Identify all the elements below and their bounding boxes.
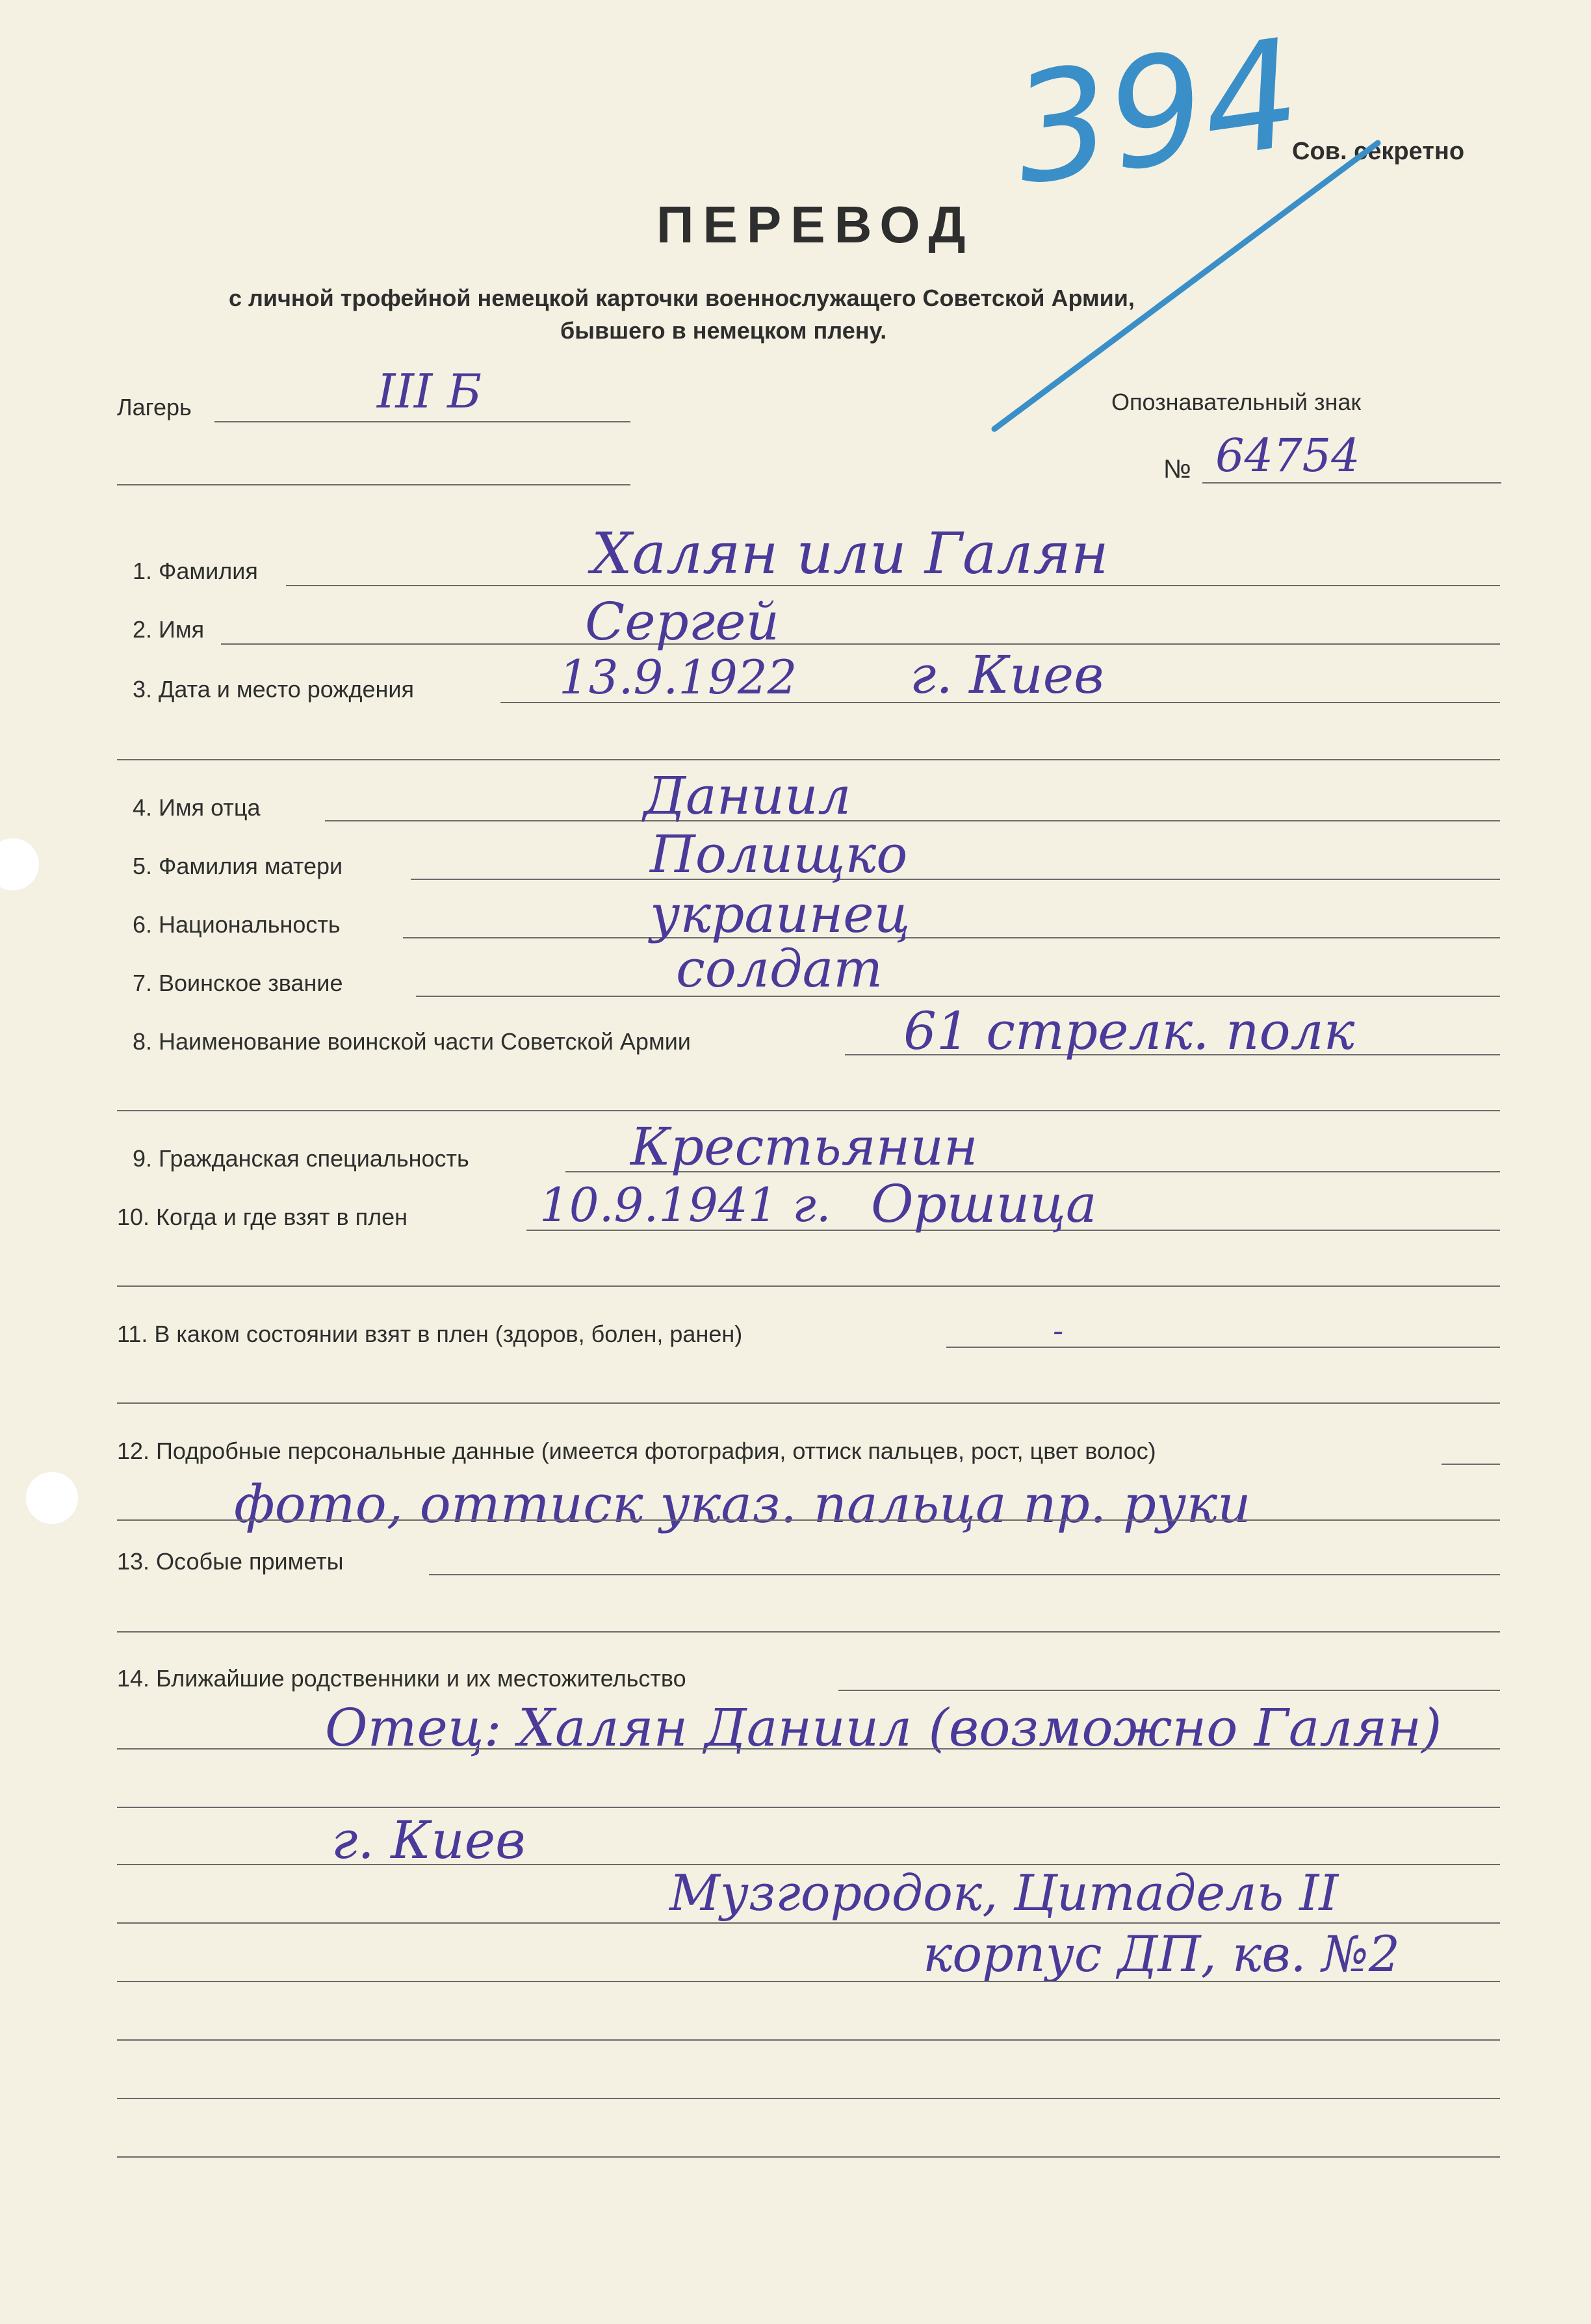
field-14-line-3 <box>117 1807 1500 1808</box>
field-3-label: 3. Дата и место рождения <box>133 676 414 703</box>
field-12-line-2 <box>117 1519 1500 1521</box>
punch-hole-bottom <box>26 1472 78 1524</box>
field-7-line <box>416 996 1500 997</box>
camp-value: III Б <box>377 364 482 419</box>
field-1-label: 1. Фамилия <box>133 558 258 584</box>
field-11-line <box>946 1347 1500 1348</box>
field-14-line4: корпус ДП, кв. №2 <box>923 1925 1401 1983</box>
camp-line <box>214 421 630 422</box>
field-14-line3: Музгородок, Цитадель II <box>669 1864 1339 1922</box>
subtitle-line2: бывшего в немецком плену. <box>560 317 887 344</box>
field-13-line <box>429 1574 1500 1575</box>
camp-label: Лагерь <box>117 394 192 420</box>
field-12-line <box>1442 1464 1500 1465</box>
subtitle-line1: с личной трофейной немецкой карточки военнослужащего Советской Армии, <box>229 285 1135 311</box>
field-9-label: 9. Гражданская специальность <box>133 1145 469 1172</box>
field-14-line-6 <box>117 1981 1500 1982</box>
field-13-line-2 <box>117 1631 1500 1633</box>
field-2-line <box>221 643 1500 645</box>
field-14-line-9 <box>117 2156 1500 2158</box>
field-4-line <box>325 820 1500 821</box>
id-tag-number-sign: № <box>1163 455 1191 484</box>
field-6-label: 6. Национальность <box>133 911 341 938</box>
field-14-line2: г. Киев <box>331 1810 526 1870</box>
field-5-label: 5. Фамилия матери <box>133 853 343 879</box>
field-3-line-2 <box>117 759 1500 760</box>
field-12-label: 12. Подробные персональные данные (имеется фотография, оттиск пальцев, рост, цвет волос) <box>117 1438 1156 1464</box>
field-8-label: 8. Наименование воинской части Советской Армии <box>133 1028 691 1055</box>
field-11-value: - <box>1053 1313 1064 1349</box>
field-7-label: 7. Воинское звание <box>133 970 343 996</box>
field-14-label: 14. Ближайшие родственники и их местожительство <box>117 1665 686 1692</box>
field-4-label: 4. Имя отца <box>133 794 261 821</box>
field-5-value: Полищко <box>650 824 908 884</box>
field-6-line <box>403 937 1500 938</box>
punch-hole-top <box>0 838 39 890</box>
field-11-label: 11. В каком состоянии взят в плен (здоров, болен, ранен) <box>117 1321 743 1347</box>
field-14-line <box>838 1690 1500 1691</box>
field-14-line-5 <box>117 1922 1500 1924</box>
field-3-place: г. Киев <box>910 645 1104 705</box>
field-10-label: 10. Когда и где взят в плен <box>117 1204 407 1230</box>
field-12-value: фото, оттиск указ. пальца пр. руки <box>234 1474 1251 1534</box>
field-11-line-2 <box>117 1402 1500 1404</box>
id-tag-line <box>1202 482 1501 484</box>
field-14-line-8 <box>117 2098 1500 2099</box>
field-3-date: 13.9.1922 <box>559 650 797 704</box>
field-13-label: 13. Особые приметы <box>117 1548 344 1575</box>
field-2-label: 2. Имя <box>133 616 205 643</box>
field-1-value: Халян или Галян <box>591 520 1109 587</box>
field-10-line-2 <box>117 1285 1500 1287</box>
field-8-line-2 <box>117 1110 1500 1111</box>
field-10-place: Оршица <box>871 1174 1097 1234</box>
id-tag-value: 64754 <box>1215 429 1360 482</box>
id-tag-label: Опознавательный знак <box>1111 389 1362 415</box>
field-6-value: украинец <box>650 884 911 944</box>
field-4-value: Даниил <box>643 766 851 826</box>
field-2-value: Сергей <box>585 591 780 652</box>
secrecy-mark: Сов. секретно <box>1292 138 1465 165</box>
archive-number: 394 <box>1003 6 1310 219</box>
field-10-date: 10.9.1941 г. <box>539 1178 831 1232</box>
field-14-line1: Отец: Халян Даниил (возможно Галян) <box>325 1698 1442 1758</box>
camp-line-2 <box>117 484 630 485</box>
field-14-line-2 <box>117 1748 1500 1749</box>
field-5-line <box>411 879 1500 880</box>
field-9-value: Крестьянин <box>630 1117 978 1177</box>
field-8-value: 61 стрелк. полк <box>903 1001 1355 1061</box>
field-14-line-7 <box>117 2039 1500 2041</box>
document-title: ПЕРЕВОД <box>656 196 975 253</box>
field-7-value: солдат <box>676 938 883 999</box>
